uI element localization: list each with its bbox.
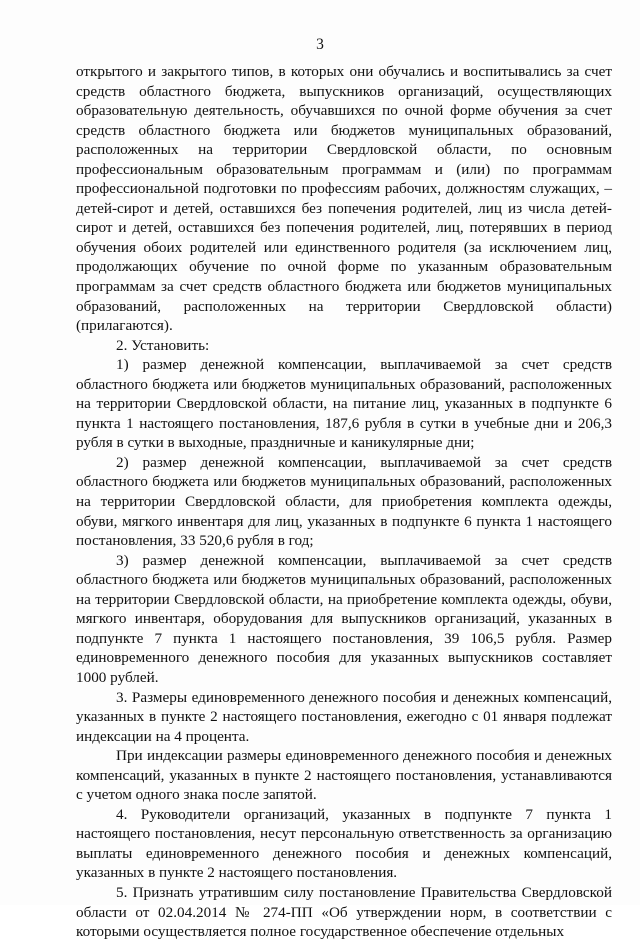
paragraph-item-2-2: 2) размер денежной компенсации, выплачиваемой за счет средств областного бюджета или бюджетов муниципальных образований, расположенных на территории Свердловской области, для приобретения комплекта одежды, обуви, мягкого инвентаря для лиц, указанных в подпункте 6 пункта 1 настоящего постановления, 33 520,6 рубля в год;: [76, 453, 612, 550]
paragraph-item-2-1: 1) размер денежной компенсации, выплачиваемой за счет средств областного бюджета или бюджетов муниципальных образований, расположенных на территории Свердловской области, на питание лиц, указанных в подпункте 6 пункта 1 настоящего постановления, 187,6 рубля в сутки в учебные дни и 206,3 рубля в сутки в выходные, праздничные и каникулярные дни;: [76, 356, 612, 452]
paragraph-indexation-note: При индексации размеры единовременного денежного пособия и денежных компенсаций, указанных в пункте 2 настоящего постановления, устанавливаются с учетом одного знака после запятой.: [76, 747, 612, 804]
paragraph-item-3: 3. Размеры единовременного денежного пособия и денежных компенсаций, указанных в пункте 2 настоящего постановления, ежегодно с 01 января подлежат индексации на 4 процента.: [76, 688, 612, 745]
paragraph-item-4: 4. Руководители организаций, указанных в подпункте 7 пункта 1 настоящего постановления, несут персональную ответственность за организацию выплаты единовременного денежного пособия и денежных компенсаций, указанных в пункте 2 настоящего постановления.: [76, 805, 612, 882]
paragraph-continuation: открытого и закрытого типов, в которых они обучались и воспитывались за счет средств областного бюджета, выпускников организаций, осуществляющих образовательную деятельность, обучавшихся по очной форме обучения за счет средств областного бюджета или бюджетов муниципальных образований, расположенных на территории Свердловской области, по основным профессиональным образовательным программам и (или) по программам профессиональной подготовки по профессиям рабочих, должностям служащих, – детей-сирот и детей, оставшихся без попечения родителей, лиц из числа детей-сирот и детей, оставшихся без попечения родителей, лиц, потерявших в период обучения обоих родителей или единственного родителя (за исключением лиц, продолжающих обучение по очной форме по указанным образовательным программам за счет средств областного бюджета или бюджетов муниципальных образований, расположенных на территории Свердловской области) (прилагаются).: [76, 63, 612, 335]
page-number: 3: [316, 36, 324, 53]
paragraph-item-2: 2. Установить:: [116, 336, 210, 354]
document-body: [76, 62, 612, 942]
paragraph-item-5: 5. Признать утратившим силу постановление Правительства Свердловской области от 02.04.2014 № 274-ПП «Об утверждении норм, в соответствии с которыми осуществляется полное государственное обеспечение отдельных: [76, 883, 612, 941]
paragraph-item-2-3: 3) размер денежной компенсации, выплачиваемой за счет средств областного бюджета или бюджетов муниципальных образований, расположенных на территории Свердловской области, на приобретение комплекта одежды, обуви, мягкого инвентаря, оборудования для выпускников организаций, указанных в подпункте 7 пункта 1 настоящего постановления, 39 106,5 рубля. Размер единовременного денежного пособия для указанных выпускников составляет 1000 рублей.: [76, 551, 612, 686]
